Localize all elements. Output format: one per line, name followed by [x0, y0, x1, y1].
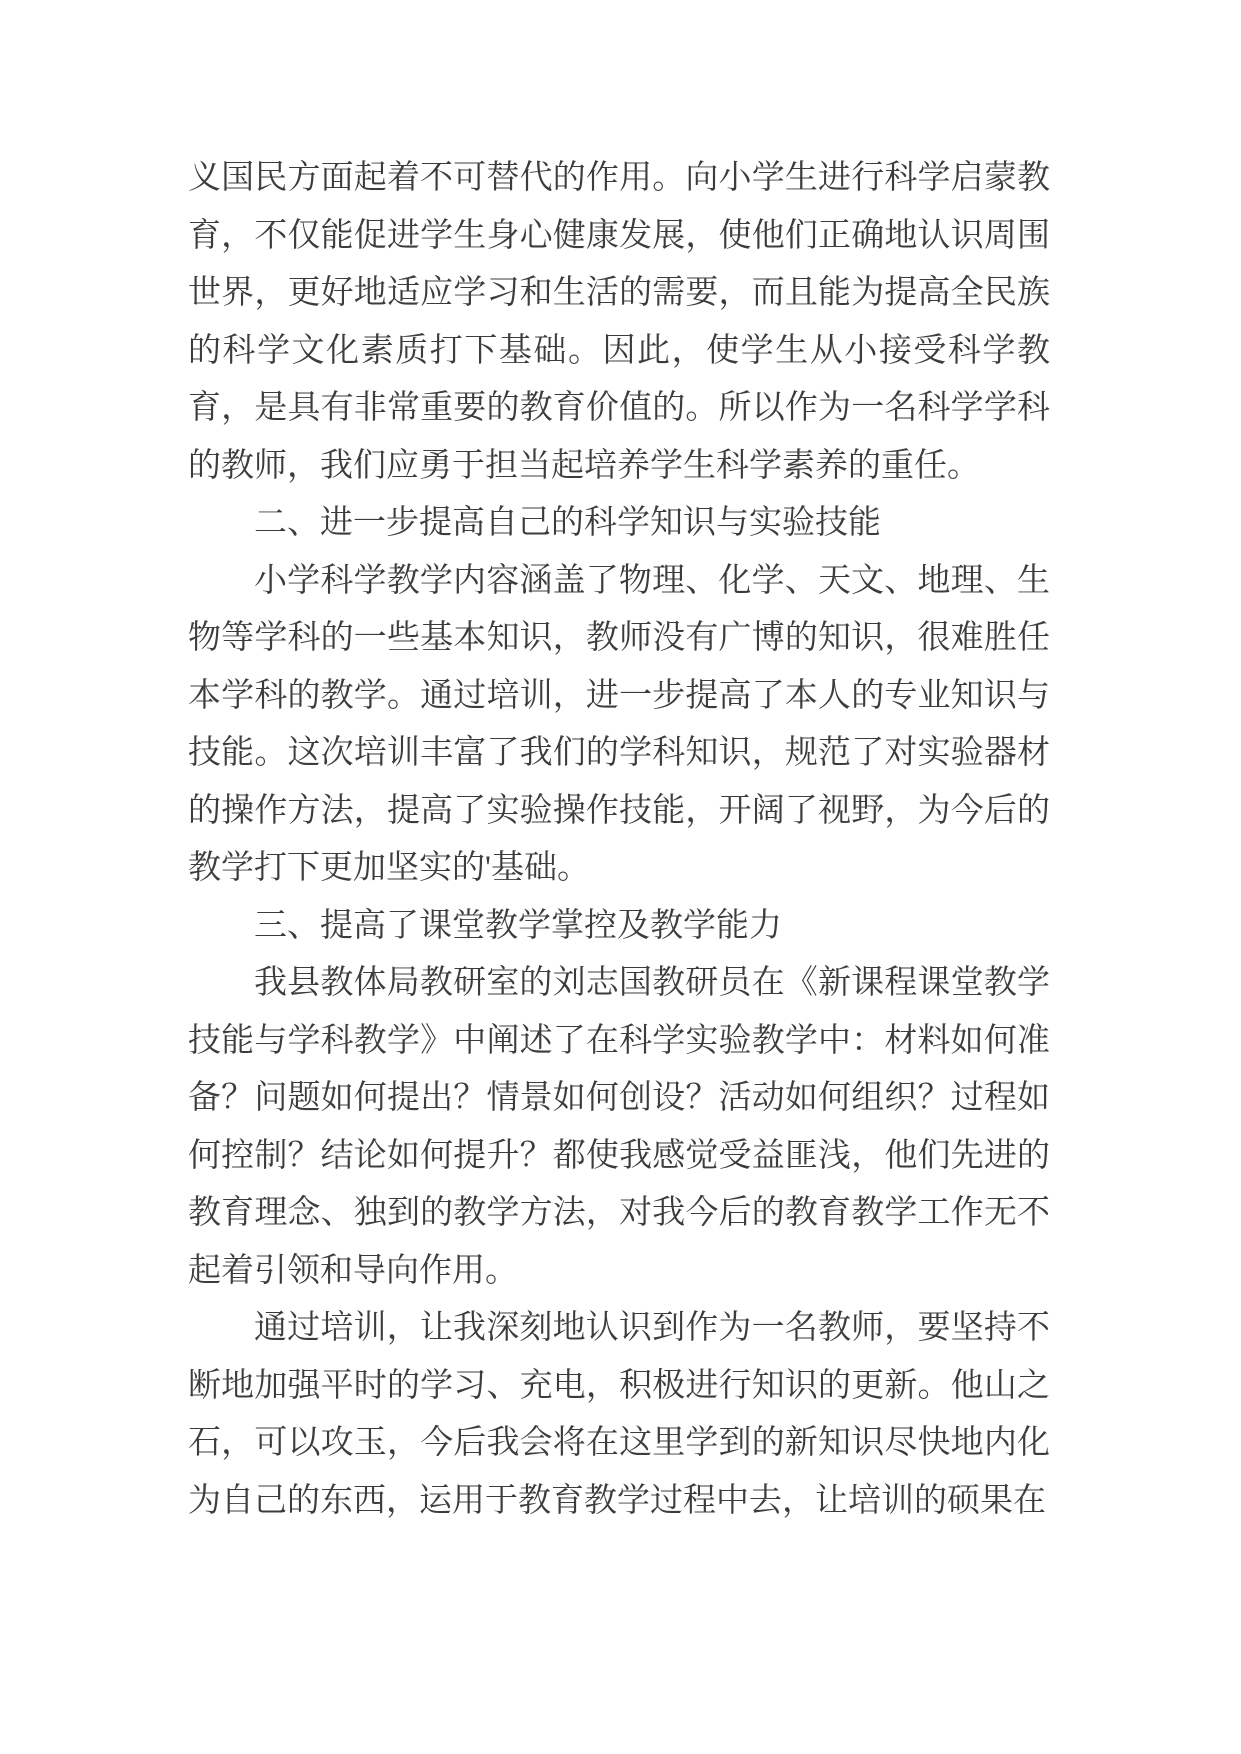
paragraph: 我县教体局教研室的刘志国教研员在《新课程课堂教学技能与学科教学》中阐述了在科学实验教学中：材料如何准备？问题如何提出？情景如何创设？活动如何组织？过程如何控制？结论如何提升？都使我感觉受益匪浅，他们先进的教育理念、独到的教学方法，对我今后的教育教学工作无不起着引领和导向作用。: [188, 965, 1050, 1289]
section-heading: 三、提高了课堂教学掌控及教学能力: [254, 907, 782, 944]
document-body: [188, 150, 1050, 1530]
section-heading: 二、进一步提高自己的科学知识与实验技能: [254, 505, 881, 541]
paragraph: 义国民方面起着不可替代的作用。向小学生进行科学启蒙教育，不仅能促进学生身心健康发展，使他们正确地认识周围世界，更好地适应学习和生活的需要，而且能为提高全民族的科学文化素质打下基础。因此，使学生从小接受科学教育，是具有非常重要的教育价值的。所以作为一名科学学科的教师，我们应勇于担当起培养学生科学素养的重任。: [188, 160, 1050, 484]
paragraph: 通过培训，让我深刻地认识到作为一名教师，要坚持不断地加强平时的学习、充电，积极进行知识的更新。他山之石，可以攻玉，今后我会将在这里学到的新知识尽快地内化为自己的东西，运用于教育教学过程中去，让培训的硕果在: [188, 1310, 1050, 1519]
paragraph: 小学科学教学内容涵盖了物理、化学、天文、地理、生物等学科的一些基本知识，教师没有广博的知识，很难胜任本学科的教学。通过培训，进一步提高了本人的专业知识与技能。这次培训丰富了我们的学科知识，规范了对实验器材的操作方法，提高了实验操作技能，开阔了视野，为今后的教学打下更加坚实的'基础。: [188, 562, 1050, 886]
